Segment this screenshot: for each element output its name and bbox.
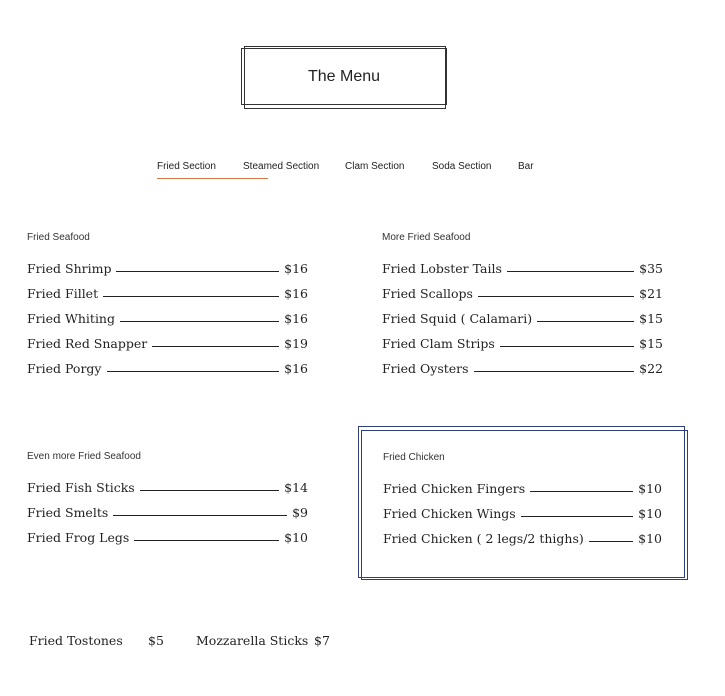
extra-item-name: Mozzarella Sticks xyxy=(196,633,309,648)
menu-item xyxy=(27,306,308,326)
menu-item xyxy=(27,256,308,276)
item-price: $16 xyxy=(284,361,308,376)
dotted-leader xyxy=(152,346,279,347)
dotted-leader xyxy=(113,515,287,516)
section-title: Even more Fried Seafood xyxy=(27,451,141,462)
item-price: $14 xyxy=(284,480,308,495)
item-name: Fried Red Snapper xyxy=(27,336,148,351)
menu-item xyxy=(27,356,308,376)
menu-title-box xyxy=(241,46,447,107)
item-price: $15 xyxy=(639,336,663,351)
extra-item-price: $7 xyxy=(314,633,330,648)
item-price: $21 xyxy=(639,286,663,301)
menu-item xyxy=(382,356,663,376)
tab-clam-section[interactable]: Clam Section xyxy=(345,161,405,172)
item-price: $19 xyxy=(284,336,308,351)
item-price: $10 xyxy=(284,530,308,545)
item-price: $22 xyxy=(639,361,663,376)
section-title: Fried Seafood xyxy=(27,232,90,243)
item-name: Fried Fish Sticks xyxy=(27,480,135,495)
tab-bar[interactable]: Bar xyxy=(518,161,534,172)
item-name: Fried Shrimp xyxy=(27,261,112,276)
dotted-leader xyxy=(478,296,634,297)
dotted-leader xyxy=(107,371,280,372)
item-name: Fried Whiting xyxy=(27,311,115,326)
extra-item-name: Fried Tostones xyxy=(29,633,123,648)
item-price: $16 xyxy=(284,261,308,276)
item-name: Fried Clam Strips xyxy=(382,336,495,351)
item-name: Fried Chicken Fingers xyxy=(383,481,526,496)
menu-item xyxy=(382,331,663,351)
menu-item xyxy=(27,331,308,351)
menu-item xyxy=(382,306,663,326)
item-price: $10 xyxy=(638,506,662,521)
item-name: Fried Lobster Tails xyxy=(382,261,502,276)
item-name: Fried Smelts xyxy=(27,505,109,520)
dotted-leader xyxy=(507,271,634,272)
item-name: Fried Frog Legs xyxy=(27,530,130,545)
dotted-leader xyxy=(500,346,634,347)
menu-item xyxy=(27,475,308,495)
menu-item xyxy=(383,476,662,496)
active-tab-underline xyxy=(157,178,268,179)
item-name: Fried Squid ( Calamari) xyxy=(382,311,533,326)
dotted-leader xyxy=(140,490,279,491)
dotted-leader xyxy=(530,491,633,492)
menu-item xyxy=(383,526,662,546)
menu-item xyxy=(383,501,662,521)
item-price: $16 xyxy=(284,311,308,326)
tab-fried-section[interactable]: Fried Section xyxy=(157,161,216,172)
dotted-leader xyxy=(589,541,633,542)
menu-item xyxy=(27,281,308,301)
section-title: More Fried Seafood xyxy=(382,232,471,243)
tab-soda-section[interactable]: Soda Section xyxy=(432,161,492,172)
item-name: Fried Chicken Wings xyxy=(383,506,516,521)
item-name: Fried Porgy xyxy=(27,361,102,376)
dotted-leader xyxy=(120,321,279,322)
item-name: Fried Chicken ( 2 legs/2 thighs) xyxy=(383,531,584,546)
dotted-leader xyxy=(116,271,279,272)
item-price: $10 xyxy=(638,481,662,496)
section-title: Fried Chicken xyxy=(383,452,445,463)
item-price: $9 xyxy=(292,505,308,520)
menu-item xyxy=(382,281,663,301)
menu-item xyxy=(382,256,663,276)
item-price: $15 xyxy=(639,311,663,326)
dotted-leader xyxy=(134,540,279,541)
item-price: $16 xyxy=(284,286,308,301)
item-price: $35 xyxy=(639,261,663,276)
dotted-leader xyxy=(537,321,634,322)
dotted-leader xyxy=(103,296,279,297)
menu-item xyxy=(27,500,308,520)
menu-item xyxy=(27,525,308,545)
page-title: The Menu xyxy=(307,67,381,85)
dotted-leader xyxy=(521,516,633,517)
item-price: $10 xyxy=(638,531,662,546)
tab-steamed-section[interactable]: Steamed Section xyxy=(243,161,320,172)
extra-item-price: $5 xyxy=(148,633,164,648)
item-name: Fried Oysters xyxy=(382,361,469,376)
item-name: Fried Fillet xyxy=(27,286,99,301)
item-name: Fried Scallops xyxy=(382,286,473,301)
dotted-leader xyxy=(474,371,635,372)
